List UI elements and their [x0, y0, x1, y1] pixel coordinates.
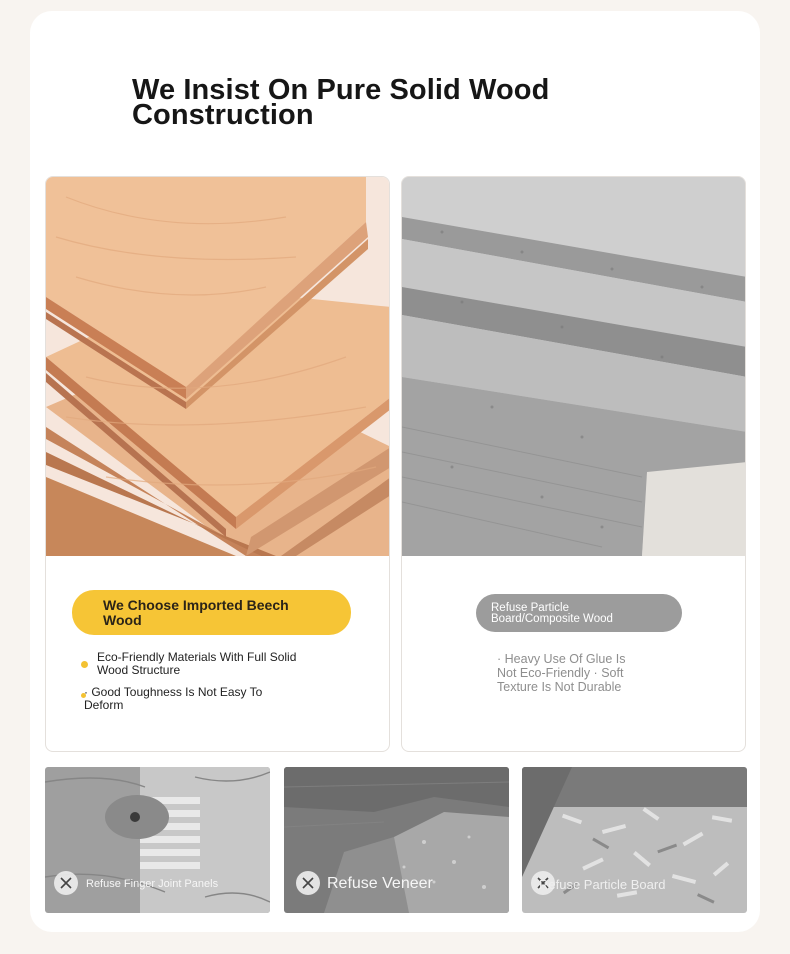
beech-wood-boards-image: [46, 177, 390, 556]
page-title: [132, 74, 662, 131]
particle-board-thumbnail: [522, 767, 747, 913]
beech-wood-pill-label: We Choose Imported Beech Wood: [103, 597, 289, 628]
beech-wood-pill: [72, 590, 351, 635]
feature-bullet-toughness: · Good Toughness Is Not Easy To Deform: [84, 685, 263, 712]
title-line-1: We Insist On Pure Solid Wood: [132, 74, 550, 106]
particle-board-description: · Heavy Use Of Glue Is Not Eco-Friendly · Soft Texture Is Not Durable: [497, 652, 626, 694]
finger-joint-panel-image: [45, 767, 270, 913]
particle-board-panel: [401, 176, 746, 752]
particle-board-pill: [476, 594, 682, 632]
beech-wood-panel: [45, 176, 390, 752]
finger-joint-thumbnail: [45, 767, 270, 913]
title-line-2: Construction: [132, 99, 314, 131]
particle-board-pill-label: Refuse Particle Board/Composite Wood: [491, 602, 613, 625]
particle-board-image: [402, 177, 746, 556]
thumbnail-label: Refuse Particle Board: [539, 877, 666, 892]
thumbnail-label: Refuse Finger Joint Panels: [86, 878, 219, 890]
close-icon: [54, 871, 78, 895]
veneer-thumbnail: [284, 767, 509, 913]
content-card: [30, 11, 760, 932]
close-icon: [296, 871, 320, 895]
bullet-dot: [81, 661, 88, 668]
feature-bullet-eco: Eco-Friendly Materials With Full Solid Wood Structure: [97, 650, 297, 677]
thumbnail-label: Refuse Veneer: [327, 875, 433, 892]
